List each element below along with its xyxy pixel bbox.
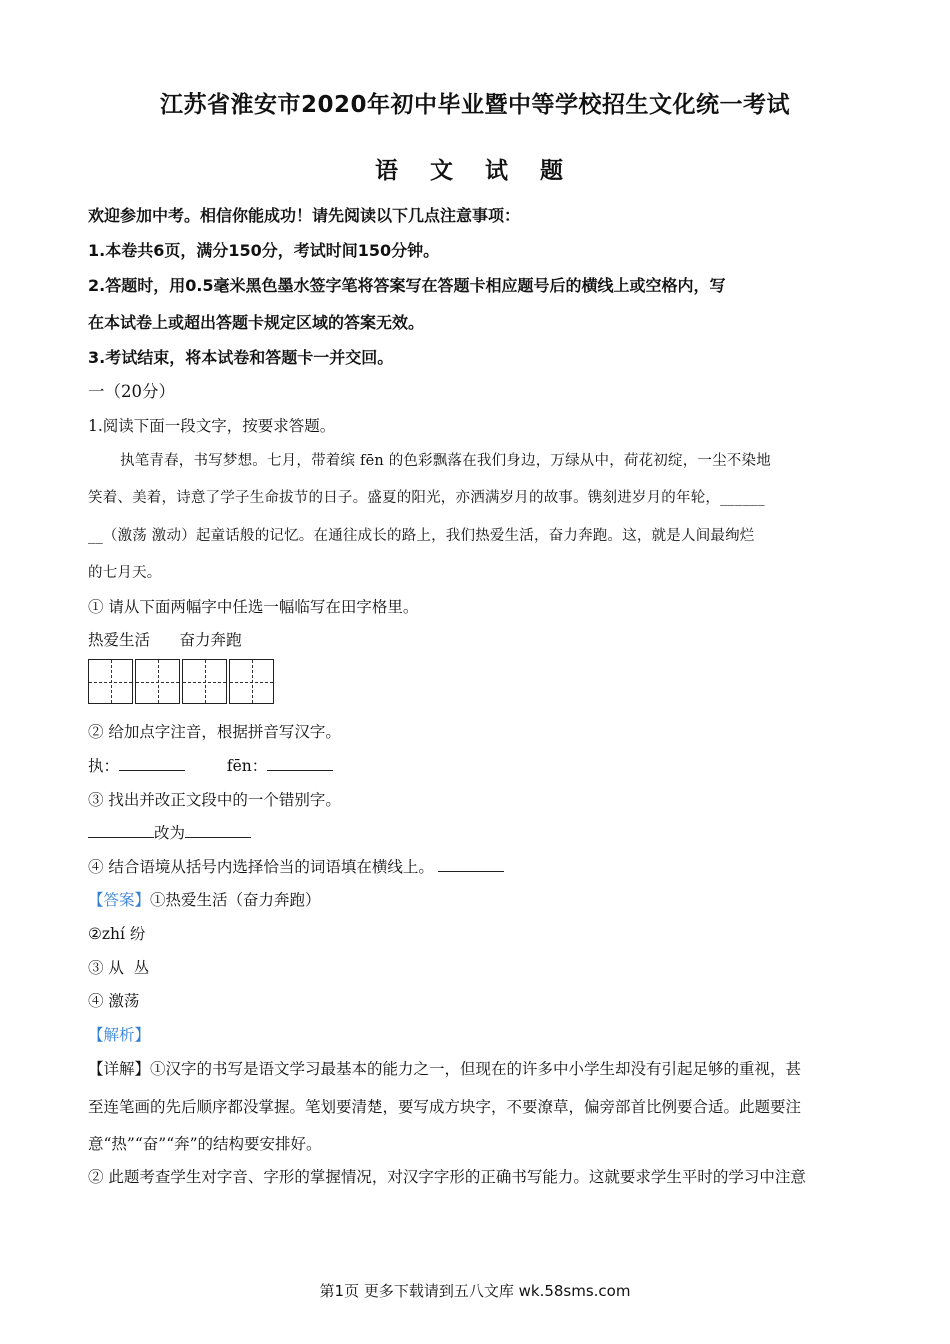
answer-blank[interactable] [119,756,185,771]
tianzige-cell[interactable] [229,659,274,704]
notice-item-1: 1.本卷共6页，满分150分，考试时间150分钟。 [88,241,440,260]
blank-label-zhi: 执： [88,757,120,775]
tianzige-cell[interactable] [135,659,180,704]
analysis-para-1c: 意“热”“奋”“奔”的结构要安排好。 [88,1135,322,1153]
passage-line-1: 执笔青春，书写梦想。七月，带着缤 fēn 的色彩飘落在我们身边，万绿从中，荷花初绽，一尘不染地 [120,453,771,469]
passage-line-3: __（激荡 激动）起童话般的记忆。在通往成长的路上，我们热爱生活，奋力奔跑。这，就是人间最绚烂 [88,528,755,544]
sub-question-4-text: ④ 结合语境从括号内选择恰当的词语填在横线上。 [88,858,434,876]
tianzige-cell[interactable] [88,659,133,704]
exam-subtitle: 语 文 试 题 [374,158,576,184]
analysis-text: ①汉字的书写是语文学习最基本的能力之一，但现在的许多中小学生却没有引起足够的重视，甚 [150,1060,802,1078]
notice-item-2a: 2.答题时，用0.5毫米黑色墨水签字笔将答案写在答题卡相应题号后的横线上或空格内，写 [88,276,726,295]
answer-blank[interactable] [185,823,251,838]
answer-blank[interactable] [438,857,504,872]
answer-1: ①热爱生活（奋力奔跑） [150,891,321,909]
notice-item-2b: 在本试卷上或超出答题卡规定区域的答案无效。 [88,313,425,332]
answer-blank[interactable] [267,756,333,771]
blank-label-fen: fēn： [226,757,268,775]
sub-question-3: ③ 找出并改正文段中的一个错别字。 [88,791,341,809]
answer-line-1 [88,890,863,910]
sub-question-2: ② 给加点字注音，根据拼音写汉字。 [88,723,341,741]
passage-line-2: 笑着、美着，诗意了学子生命拔节的日子。盛夏的阳光，亦洒满岁月的故事。镌刻进岁月的年轮，______ [88,490,765,506]
question-prompt: 1.阅读下面一段文字，按要求答题。 [88,417,336,435]
tianzige-cell[interactable] [182,659,227,704]
sub-question-3-blanks [88,823,863,843]
sub-question-1: ① 请从下面两幅字中任选一幅临写在田字格里。 [88,598,419,616]
tianzige-grid[interactable] [88,659,274,704]
detail-label: 【详解】 [88,1060,151,1078]
analysis-para-1b: 至连笔画的先后顺序都没掌握。笔划要清楚，要写成方块字，不要潦草，偏旁部首比例要合适。此题要注 [88,1098,802,1116]
page-footer: 第1页 更多下载请到五八文库 wk.58sms.com [319,1282,631,1300]
analysis-label: 【解析】 [88,1026,151,1044]
section-label: 一（20分） [88,382,175,401]
copy-words: 热爱生活 奋力奔跑 [88,631,242,649]
notice-intro: 欢迎参加中考。相信你能成功！请先阅读以下几点注意事项： [88,206,521,225]
analysis-para-2: ② 此题考查学生对字音、字形的掌握情况，对汉字字形的正确书写能力。这就要求学生平时的学习中注意 [88,1168,806,1186]
notice-item-3: 3.考试结束，将本试卷和答题卡一并交回。 [88,348,394,367]
change-to-label: 改为 [154,824,186,842]
answer-blank[interactable] [88,823,154,838]
passage-line-4: 的七月天。 [88,565,162,581]
answer-3: ③ 从 丛 [88,959,150,977]
sub-question-2-blanks [88,756,863,776]
answer-2: ②zhí 纷 [88,925,146,943]
exam-title: 江苏省淮安市2020年初中毕业暨中等学校招生文化统一考试 [159,92,790,118]
answer-label: 【答案】 [88,891,151,909]
answer-4: ④ 激荡 [88,992,140,1010]
analysis-para-1a [88,1059,863,1079]
sub-question-4 [88,857,863,877]
